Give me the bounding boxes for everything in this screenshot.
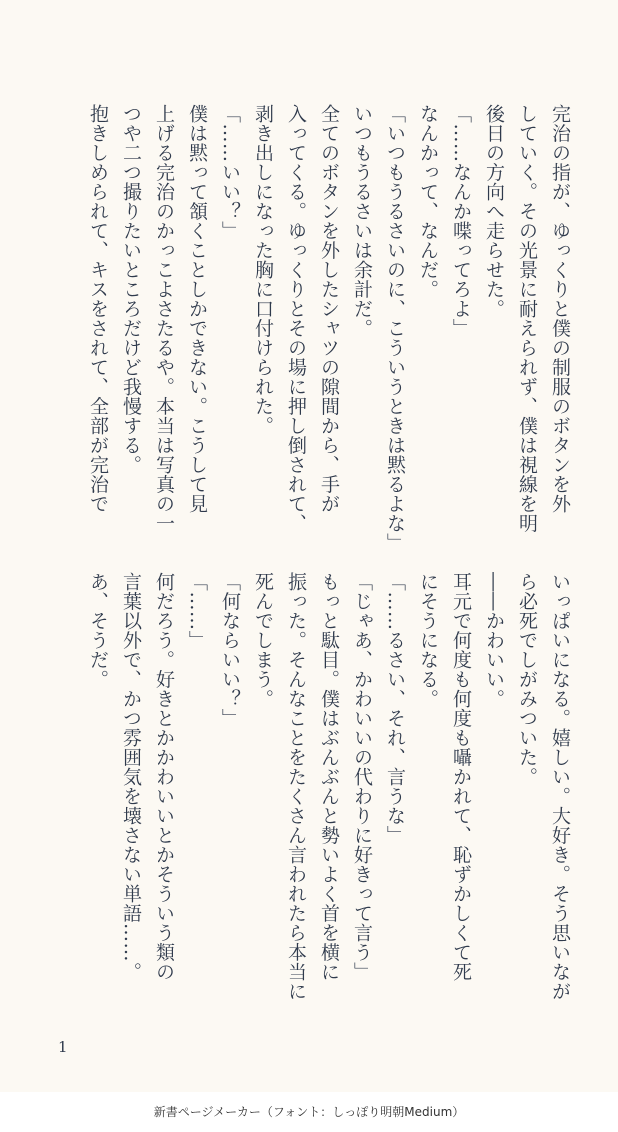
text-line: いっぱいになる。嬉しい。大好き。そう思いなが (549, 572, 571, 1001)
text-line: 「……なんか喋ってろよ」 (450, 104, 472, 338)
text-line: 僕は黙って頷くことしかできない。こうして見 (186, 104, 208, 514)
text-line: 死んでしまう。 (252, 572, 274, 709)
text-line: 振った。そんなことをたくさん言われたら本当に (285, 572, 307, 1001)
text-line: 「何ならいい？」 (219, 572, 241, 728)
text-line: あ、そうだ。 (87, 572, 109, 689)
text-line: 「……るさい、それ、言うな」 (384, 572, 406, 845)
text-line: ら必死でしがみついた。 (516, 572, 538, 787)
text-line: していく。その光景に耐えられず、僕は視線を明 (516, 104, 538, 533)
text-line: 耳元で何度も何度も囁かれて、恥ずかしくて死 (450, 572, 472, 982)
text-line: もっと駄目。僕はぶんぶんと勢いよく首を横に (318, 572, 340, 982)
text-line: 「……いい？」 (219, 104, 241, 241)
text-line: つや二つ撮りたいところだけど我慢する。 (120, 104, 142, 475)
text-line: にそうになる。 (417, 572, 439, 709)
text-line: 「じゃあ、かわいいの代わりに好きって言う」 (351, 572, 373, 982)
text-line: 完治の指が、ゆっくりと僕の制服のボタンを外 (549, 104, 571, 514)
text-line: いつもうるさいは余計だ。 (351, 104, 373, 338)
text-line: 入ってくる。ゆっくりとその場に押し倒されて、 (285, 104, 307, 533)
text-line: 言葉以外で、かつ雰囲気を壊さない単語……。 (120, 572, 142, 982)
text-line: 抱きしめられて、キスをされて、全部が完治で (87, 104, 109, 514)
text-line: 全てのボタンを外したシャツの隙間から、手が (318, 104, 340, 514)
text-line: 剥き出しになった胸に口付けられた。 (252, 104, 274, 436)
footer-caption: 新書ページメーカー（フォント：しっぽり明朝Medium） (0, 1092, 618, 1132)
page-number: 1 (58, 1038, 68, 1056)
text-line: なんかって、なんだ。 (417, 104, 439, 299)
text-block-bottom (81, 572, 576, 1001)
text-line: 後日の方向へ走らせた。 (483, 104, 505, 319)
text-line: 何だろう。好きとかかわいいとかそういう類の (153, 572, 175, 982)
text-line: 「……」 (186, 572, 208, 650)
text-block-top (81, 104, 576, 553)
text-line: ――かわいい。 (483, 572, 505, 709)
text-line: 「いつもうるさいのに、こういうときは黙るよな」 (384, 104, 406, 553)
text-line: 上げる完治のかっこよさたるや。本当は写真の一 (153, 104, 175, 533)
